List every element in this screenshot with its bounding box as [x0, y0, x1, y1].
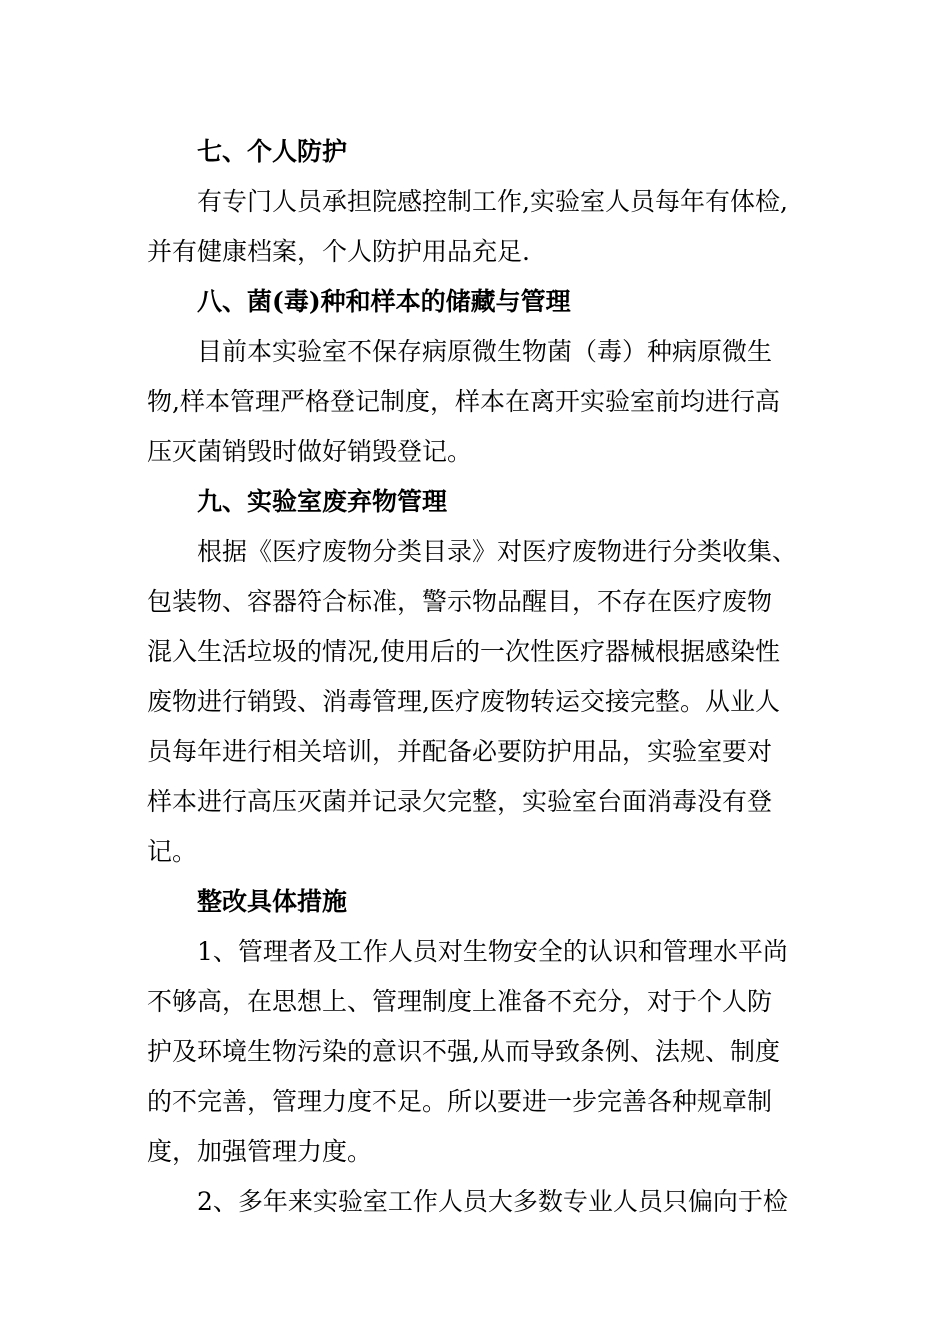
paragraph-line: 度，加强管理力度。 [147, 1137, 373, 1166]
section-heading-rectification-measures: 整改具体措施 [197, 887, 348, 916]
paragraph-line: 员每年进行相关培训，并配备必要防护用品，实验室要对 [147, 737, 773, 766]
paragraph-line: 物,样本管理严格登记制度，样本在离开实验室前均进行高 [147, 387, 780, 416]
paragraph-line: 2、多年来实验室工作人员大多数专业人员只偏向于检 [197, 1187, 788, 1216]
section-heading-waste-management: 九、实验室废弃物管理 [197, 487, 448, 516]
paragraph-line: 有专门人员承担院感控制工作,实验室人员每年有体检, [197, 187, 788, 216]
paragraph-line: 样本进行高压灭菌并记录欠完整，实验室台面消毒没有登 [147, 787, 773, 816]
section-heading-personal-protection: 七、个人防护 [197, 137, 348, 166]
paragraph-line: 混入生活垃圾的情况,使用后的一次性医疗器械根据感染性 [147, 637, 780, 666]
paragraph-line: 包装物、容器符合标准，警示物品醒目，不存在医疗废物 [147, 587, 773, 616]
paragraph-line: 目前本实验室不保存病原微生物菌（毒）种病原微生 [197, 337, 773, 366]
paragraph-line: 根据《医疗废物分类目录》对医疗废物进行分类收集、 [197, 537, 798, 566]
paragraph-line: 并有健康档案，个人防护用品充足. [147, 237, 530, 266]
paragraph-line: 1、管理者及工作人员对生物安全的认识和管理水平尚 [197, 937, 788, 966]
paragraph-line: 的不完善，管理力度不足。所以要进一步完善各种规章制 [147, 1087, 773, 1116]
section-heading-strain-storage: 八、菌(毒)种和样本的储藏与管理 [197, 287, 571, 316]
paragraph-line: 记。 [147, 837, 198, 866]
paragraph-line: 不够高，在思想上、管理制度上准备不充分，对于个人防 [147, 987, 773, 1016]
paragraph-line: 废物进行销毁、消毒管理,医疗废物转运交接完整。从业人 [147, 687, 780, 716]
paragraph-line: 压灭菌销毁时做好销毁登记。 [147, 437, 473, 466]
paragraph-line: 护及环境生物污染的意识不强,从而导致条例、法规、制度 [147, 1037, 780, 1066]
